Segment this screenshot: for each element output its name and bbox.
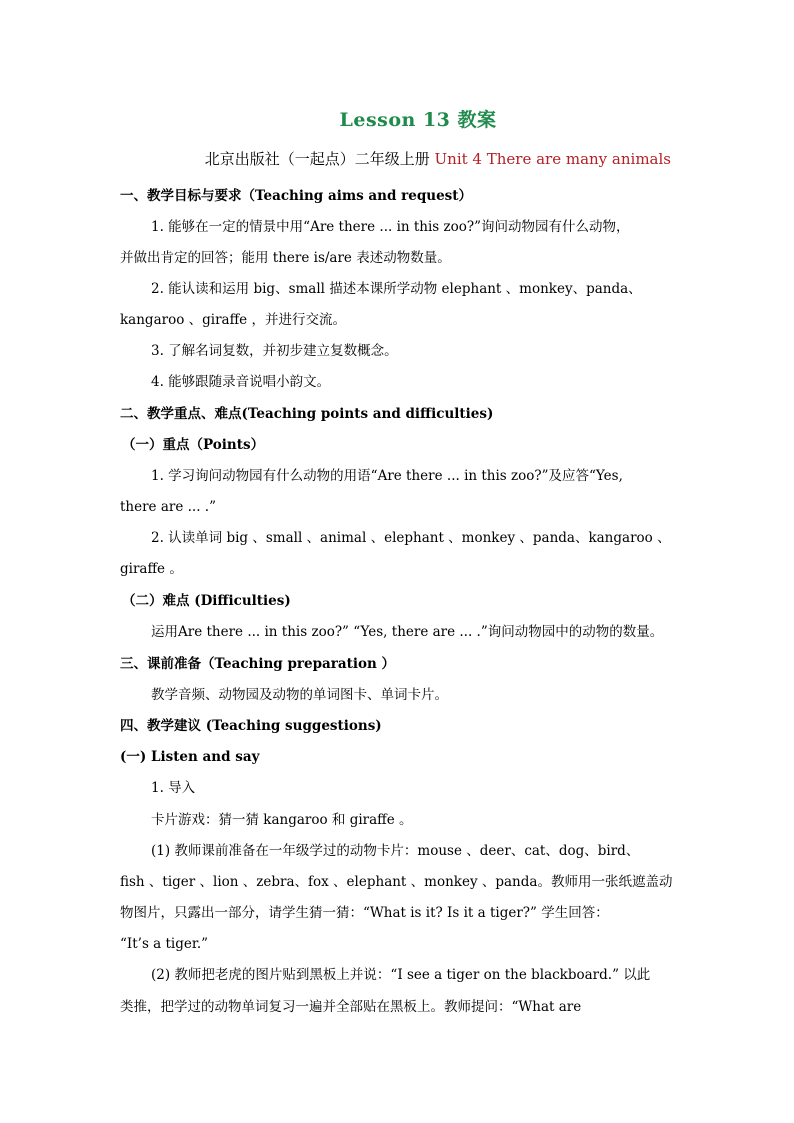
section2-points-item2-line2: giraffe 。 [120,561,183,577]
section1-item2-line1: 2. 能认读和运用 big、small 描述本课所学动物 elephant 、monkey、panda、 [151,281,642,297]
section3-text: 教学音频、动物园及动物的单词图卡、单词卡片。 [151,687,448,703]
section2-difficulties-text: 运用Are there ... in this zoo?” “Yes, there are ... .”询问动物园中的动物的数量。 [151,624,664,640]
section4-heading: 四、教学建议 (Teaching suggestions) [120,718,382,734]
section1-item1-line2: 并做出肯定的回答；能用 there is/are 表述动物数量。 [120,250,451,266]
section4-p1-line3: 物图片，只露出一部分，请学生猜一猜：“What is it? Is it a tiger?” 学生回答： [120,905,609,921]
section4-step1: 1. 导入 [151,780,196,796]
section1-item4: 4. 能够跟随录音说唱小韵文。 [151,374,331,390]
section2-points-item1-line1: 1. 学习询问动物园有什么动物的用语“Are there ... in this zoo?”及应答“Yes, [151,468,623,484]
section4-p1-line2: fish 、tiger 、lion 、zebra、fox 、elephant 、monkey 、panda。教师用一张纸遮盖动 [120,874,673,890]
section1-item3: 3. 了解名词复数，并初步建立复数概念。 [151,343,398,359]
section2-difficulties-heading: （二）难点 (Difficulties) [122,593,291,609]
section4-p2-line1: (2) 教师把老虎的图片贴到黑板上并说：“I see a tiger on the blackboard.” 以此 [151,967,651,983]
section4-card-game: 卡片游戏：猜一猜 kangaroo 和 giraffe 。 [151,812,413,828]
section2-points-heading: （一）重点（Points） [122,437,265,453]
section1-item1-line1: 1. 能够在一定的情景中用“Are there ... in this zoo?”询问动物园有什么动物， [151,219,630,235]
section2-points-item2-line1: 2. 认读单词 big 、small 、animal 、elephant 、monkey 、panda、kangaroo 、 [151,530,671,546]
section2-points-item1-line2: there are ... .” [120,499,216,515]
section4-p1-line4: “It’s a tiger.” [120,936,209,952]
subtitle-publisher: 北京出版社（一起点）二年级上册 [204,150,435,168]
subtitle-unit: Unit 4 There are many animals [434,150,671,168]
section2-heading: 二、教学重点、难点(Teaching points and difficulties) [120,406,494,422]
document-title: Lesson 13 教案 [339,109,497,131]
document-subtitle [205,148,671,169]
section1-item2-line2: kangaroo 、giraffe ，并进行交流。 [120,312,346,328]
section4-p2-line2: 类推，把学过的动物单词复习一遍并全部贴在黑板上。教师提问：“What are [120,999,582,1015]
section4-listen-say-heading: (一) Listen and say [120,749,260,765]
section3-heading: 三、课前准备（Teaching preparation ） [120,656,396,672]
section4-p1-line1: (1) 教师课前准备在一年级学过的动物卡片：mouse 、deer、cat、dog、bird、 [151,843,640,859]
section1-heading: 一、教学目标与要求（Teaching aims and request） [120,188,472,204]
